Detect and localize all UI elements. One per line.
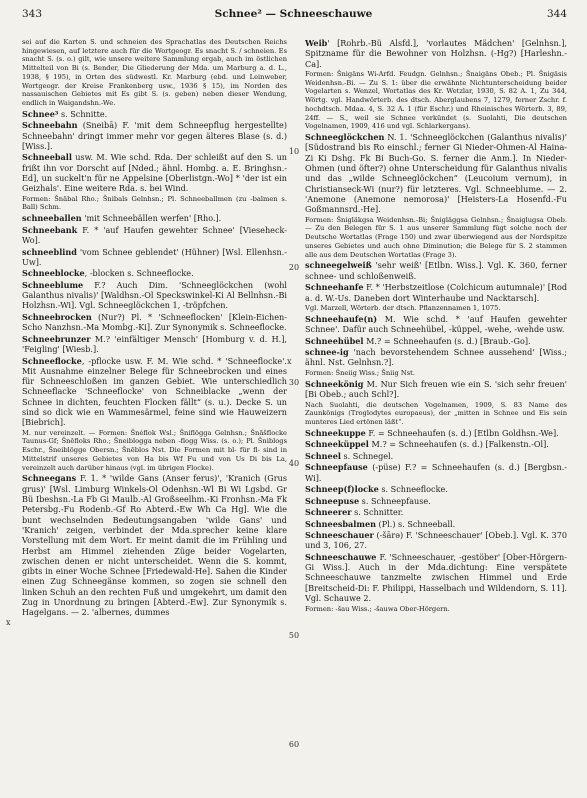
headword: Schneeküppel (305, 439, 369, 450)
headword: Schneegans (22, 473, 77, 484)
headword: Schneel (305, 450, 341, 461)
entry-paragraph: Schneepfause (-püse) F.? = Schneehaufen (s. d.) [Bergbsn.-Wi]. (305, 462, 567, 483)
entry-paragraph: Schneehübel M.? = Schneehaufen (s. d.) [Braub.-Go]. (305, 335, 531, 346)
entry-paragraph: schneeballen 'mit Schneebällen werfen' [Rho.]. (22, 213, 222, 224)
headword: Schneeflocke (22, 355, 82, 366)
left-column (22, 38, 287, 619)
entry-paragraph: schnee-ig 'nach bevorstehendem Schnee aussehend' [Wiss.; ähnl. Nst. Gelnhsn.?]. (305, 347, 567, 368)
note-paragraph: sei auf die Karten S. und schneien des Sprachatlas des Deutschen Reichs hingewiesen, auf letztere auch für die Wortgeogr. Es snacht S. / schneien. Es snacht S. (s. o.) gilt, wie unsere weitere Sammlung ergab, auch im östlichen Mittelteil von Bi (s. Bender, Die Gliederung der Mda. um Marburg a. d. L., 1938, § 195), in Orten des südwestl. Kr. Marburg (ebd. und Leinweber, Wortgeogr. der Kreise Frankenberg usw., 1936 § 15), im Norden des nassauischen Gebietes mit Es gibt S. (s. geben) neben dieser Wendung, endlich in Waigandshn.-We. (22, 38, 287, 107)
line-number: 40 (288, 459, 300, 468)
headword: Weib (305, 38, 328, 48)
page-number-left: 343 (22, 8, 43, 20)
entry-paragraph: Schneeschauwe F. 'Schneeschauer, -gestöber' [Ober-Hörgern-Gi Wiss.]. Auch in der Mda.dichtung: Eine verspätete Schneeschauwe tanzmelte zwischen Himmel und Erde [Breitscheid-Di: F. Philippi, Hasselbach und Wildendorn, S. 11]. Vgl. Schauwe 2. (305, 551, 567, 604)
headword: Schneebahn (22, 120, 78, 131)
headword: Schneepuse (305, 495, 360, 506)
headword: schneegelweiß (305, 260, 372, 271)
headword: Schneepfause (305, 462, 368, 473)
headword: Schneeblocke (22, 268, 85, 279)
note-paragraph: Formen: Šneiig Wiss.; Šniig Nst. (305, 368, 415, 377)
entry-paragraph: Schnee³ s. Schnitte. (22, 108, 108, 119)
headword: Schnee³ (22, 108, 59, 119)
entry-paragraph: Schneeküppel M.? = Schneehaufen (s. d.) [Falkenstn.-Ol]. (305, 439, 549, 450)
entry-paragraph: Schneekönig M. Nur Sich freuen wie ein S. 'sich sehr freuen' [Bi Obeb.; auch Schl?]. (305, 378, 567, 400)
entry-paragraph: Schneekuppe F. = Schneehaufen (s. d.) [Etlbn Goldhsn.-We]. (305, 427, 559, 438)
line-number: 20 (288, 263, 300, 272)
headword: Schneeball (22, 152, 72, 163)
entry-paragraph: Schneeball usw. M. Wie schd. Rda. Der schleißt auf den S. un frißt ihn vor Dorscht auf [Nded.; ähnl. Hombg. a. E. Bringhsn.-Ed], un suckelt'n für ne Appelsine [Oberlistgn.-Wo] * 'der ist ein Geizhals'. Eine weitere Rda. s. bei Wind. (22, 152, 287, 194)
entry-paragraph: Schneel s. Schnegel. (305, 450, 394, 461)
headword: Schneesbalmen (305, 518, 376, 529)
entry-paragraph: Schneehaufe(n) M. Wie schd. * 'auf Haufen gewehter Schnee'. Dafür auch Schneehübel, -küppel, -wehe, -wehde usw. (305, 313, 567, 335)
headword: Schneeschauer (305, 530, 374, 541)
entry-paragraph: Schneerer s. Schnitter. (305, 507, 404, 518)
entry-paragraph: Schneeblocke, -blocken s. Schneeflocke. (22, 268, 194, 279)
margin-mark: x (6, 618, 11, 627)
headword: Schneerer (305, 507, 352, 518)
page-number-right: 344 (546, 8, 567, 20)
page-header (0, 8, 587, 24)
note-paragraph: Formen: Šnigäns Wi-Arfd. Feudgn. Gelnhsn.; Šnaigäns Obeb.; Pl. Šnigäsis Weidenhsn.-Bi. — Zu S. 1: über die erwähnte Nichtunterscheidung beider Vogelarten s. Wenzel, Wortatlas des Kr. Wetzlar, 1930, S. 82 A. 1, Zu 344, Wörtg. vgl. Handwörterb. des dtsch. Aberglaubens 7, 1279, ferner Zschr. f. hochdtsch. Mdaa. 4, S. 32 A. 1 (für Eschr.) und Rheinisches Wörterb. 3, 89, 24ff. — S., weil sie Schnee verkündet (s. Suolahti, Die deutschen Vogelnamen, 1909, 416 und vgl. Schlarkergans). (305, 70, 567, 131)
headword: Schneep(f)locke (305, 484, 379, 495)
line-number: 30 (288, 378, 300, 387)
entry-paragraph: Schneep(f)locke s. Schneeflocke. (305, 484, 448, 495)
headword: Schneebrunzer (22, 333, 91, 344)
entry-paragraph: Schneesbalmen (Pl.) s. Schneeball. (305, 518, 456, 529)
entry-paragraph: Schneegans F. 1. * 'wilde Gans (Anser ferus)', 'Kranich (Grus grus)' [Wsl. Limburg Winkels-Ol Odenhsn.-Wl Bi Wi Lgsbd. Gr Bü Ibeshsn.-La Fb Gi Maulb.-Al Großseelhm.-Ki Fronhsn.-Ma Fk Petersbg.-Fu Rodenb.-Gf Ro Abterd.-Ew Wh Ca Hg]. Wie die bunt wechselnden Bedeutungsangaben 'wilde Gans' und 'Kranich' zeigen, verbindet der Mda.sprecher keine klare Vorstellung mit dem Wort. Er meint damit die im Frühling und Herbst am Himmel ziehenden Züge beider Vogelarten, zwischen denen er nicht unterscheidet. Wenn die S. kommt, gibts in einer Woche Schnee [Friedewald-He]. Sahen die Kinder einen Zug Schneegänse kommen, so zogen sie schnell den linken Schuh an den rechten Fuß und umgekehrt, um damit den Zug in Unordnung zu bringen [Abterd.-Ew]. Zur Synonymik s. Hagelgans. — 2. 'albernes, dummes (22, 473, 287, 618)
entry-paragraph: Schneebrocken (Nur?) Pl. * 'Schneeflocken' [Klein-Eichen-Scho Nanzhsn.-Ma Mombg.-Ki]. Zur Synonymik s. Schneeflocke. (22, 311, 287, 333)
line-number: 60 (288, 740, 300, 749)
headword: Schneeschauwe (305, 551, 377, 562)
headword: Schneehaufe(n) (305, 313, 378, 324)
headword: Schneeblume (22, 279, 84, 290)
headword: Schneehanfe (305, 282, 364, 293)
note-paragraph: Formen: -šau Wiss.; -šauwa Ober-Hörgern. (305, 604, 450, 613)
headword: Schneekönig (305, 378, 364, 389)
entry-paragraph: Schneebahn (Sneibā) F. 'mit dem Schneepflug hergestellte) Schneebahn' dringt immer mehr vor gegen älteres Blase (s. d.) [Wiss.]. (22, 120, 287, 151)
note-paragraph: Formen: Šnābal Rho.; Šnibals Gelnhsn.; Pl. Schneeballmen (zu -balmen s. Ball) Schm. (22, 194, 287, 212)
entry-paragraph: Schneeschauer (-šārə) F. 'Schneeschauer' [Obeb.]. Vgl. K. 370 und 3, 106, 27. (305, 530, 567, 551)
headword: Schneekuppe (305, 427, 366, 438)
note-paragraph: Nach Suolahti, die deutschen Vogelnamen, 1909, S. 83 Name des Zaunkönigs (Troglodytes europaeus), der „mitten in Schnee und Eis sein munteres Lied ertönen läßt“. (305, 400, 567, 427)
margin-mark: x (287, 357, 292, 366)
headword: schneeballen (22, 213, 82, 224)
entry-paragraph: Schneeblume F.? Auch Dim. 'Schneeglöckchen (wohl Galanthus nivalis)' [Waldhsn.-Ol Speckswinkel-Ki Al Bellnhsn.-Bi Holzhsn.-Wi]. Vgl. Schneeglöckchen 1, -tröpfchen. (22, 279, 287, 311)
headword: Schneehübel (305, 335, 364, 346)
entry-paragraph: Schneepuse s. Schneepfause. (305, 495, 431, 506)
entry-paragraph: Schneehanfe F. * 'Herbstzeitlose (Colchicum autumnale)' [Rod a. d. W.-Us. Daneben dort Winterhaube und Nacktarsch]. (305, 282, 567, 303)
entry-paragraph: Schneebank F. * 'auf Haufen gewehter Schnee' [Vieseheck-Wo]. (22, 224, 287, 246)
line-number: 50 (288, 631, 300, 640)
headword: schneeblind (22, 246, 77, 257)
headword: Schneebank (22, 224, 78, 235)
right-column (305, 38, 567, 614)
entry-paragraph: Schneeglöckchen N. 1. 'Schneeglöckchen (Galanthus nivalis)' [Südostrand bis Ro einschl.; ferner Gi Nieder-Ohmen-Al Haina-Zi Ki Dshg. Fk Bi Buch-Go. S. ferner die Anm.]. In Nieder-Ohmen (und öfter?) ohne Unterscheidung für Galanthus nivalis und das „wilde Schneeglöckchen“ (Leucoium vernum), in Christianseck-Wi (nur?) für letzteres. Vgl. Schneeblume. — 2. 'Anemone (Anemone nemorosa)' [Heisters-La Hosenfd.-Fu Goßmannsrd.-He]. (305, 132, 567, 215)
headword: schnee-ig (305, 347, 349, 358)
note-paragraph: Vgl. Marzell, Wörterb. der dtsch. Pflanzennamen 1, 1075. (305, 304, 501, 313)
headword: Schneebrocken (22, 311, 92, 322)
entry-paragraph: Weib' [Rohrb.-Bü Alsfd.], 'vorlautes Mädchen' [Gelnhsn.], Spitzname für die Bewohner von Holzhsn. (-Hg?) [Harleshn.-Ca]. (305, 38, 567, 69)
note-paragraph: Formen: Šnigläkgsa Weidenhsn.-Bi; Šnigläggsa Gelnhsn.; Šnaiglugsa Obeb. — Zu den Belegen für S. 1 aus unserer Sammlung fügt solche noch der Deutsche Wortatlas (Frage 150) und zwar überwiegend aus der Nordspitze unseres Gebietes und auch ohne Diminution; die Belege für S. 2 stammen alle aus dem Deutschen Wortatlas (Frage 3). (305, 215, 567, 259)
line-number: 10 (288, 147, 300, 156)
entry-paragraph: schneeblind 'vom Schnee geblendet' (Hühner) [Wsl. Ellenhsn.-Uw]. (22, 246, 287, 267)
headword: Schneeglöckchen (305, 132, 385, 143)
entry-paragraph: schneegelweiß 'sehr weiß' [Etlbn. Wiss.]. Vgl. K. 360, ferner schnee- und schloßenweiß. (305, 260, 567, 281)
running-title: Schnee² — Schneeschauwe (214, 8, 373, 20)
entry-paragraph: Schneebrunzer M.? 'einfältiger Mensch' [Homburg v. d. H.], 'Feigling' [Wiesb.]. (22, 333, 287, 355)
note-paragraph: M. nur vereinzelt. — Formen: Šnéflok Wsl.; Šniflögga Gelnhsn.; Šnāšflocke Taunus-Gf; Šnēfloks Rho.; Šneiblogga neben -flogg Wiss. (s. o.); Pl. Šniblogs Eschr., Šneiblögge Obersn.; Šnēblos Nst. Die Formen mit bl- für fl- sind in Mittelstrif unseres Gebietes von Ha bis Wf Fu und von Us Di bis La, vereinzelt auch darüber hinaus (vgl. im übrigen Flocke). (22, 428, 287, 472)
entry-paragraph: Schneeflocke, -pflocke usw. F. M. Wie schd. * 'Schneeflocke'. Mit Ausnahme einzelner Belege für Schneebrocken und eines für Schneeschloßen im ganzen Gebiet. Wie unterschiedlich Schneeflacke 'Schneeflocke' von Schneiblacke „wenn der Schnee in dichten, feuchten Flocken fällt“ (s. u.). Decke S. un sind so dick wie en Wammesärmel, feine sind wie Hauweizern [Biebrich]. (22, 355, 287, 428)
